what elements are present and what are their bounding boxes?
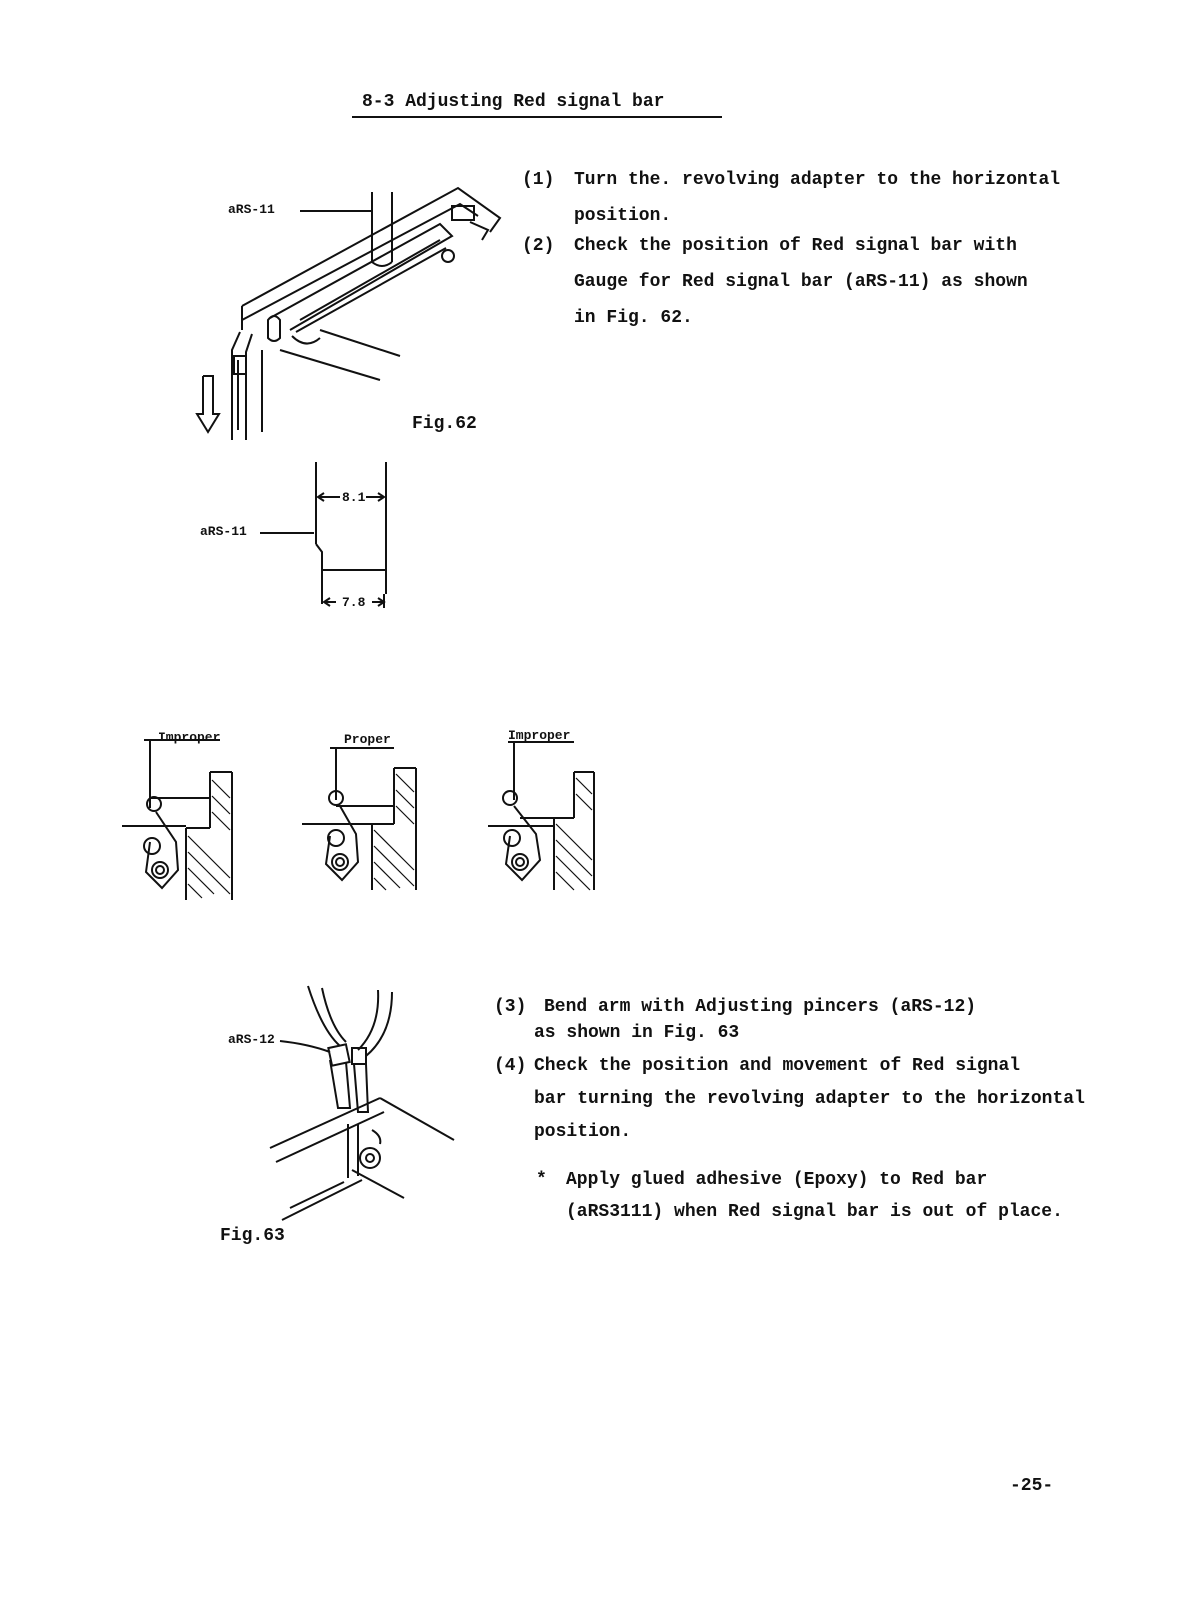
note-marker: *: [536, 1170, 547, 1190]
step-4-line-2: bar turning the revolving adapter to the horizontal: [534, 1089, 1085, 1109]
step-2-line-1: Check the position of Red signal bar with: [574, 236, 1017, 256]
gauge-label: aRS-11: [200, 524, 247, 539]
fig62-caption: Fig.62: [412, 414, 477, 434]
step-3-line-1: Bend arm with Adjusting pincers (aRS-12): [544, 997, 977, 1017]
dim-8-1: 8.1: [342, 490, 366, 505]
position-label-improper-left: Improper: [158, 730, 221, 745]
step-1-line-2: position.: [574, 206, 672, 226]
page-number: -25-: [1010, 1476, 1054, 1496]
adhesive-note: [536, 1164, 1063, 1228]
step-4: [494, 1050, 1085, 1149]
position-label-proper: Proper: [344, 732, 391, 747]
step-2-line-3: in Fig. 62.: [574, 308, 693, 328]
step-4-number: (4): [494, 1056, 527, 1076]
step-2-number: (2): [522, 236, 555, 256]
fig62-tool-label: aRS-11: [228, 202, 275, 217]
dim-7-8: 7.8: [342, 595, 366, 610]
position-label-improper-right: Improper: [508, 728, 571, 743]
fig63-caption: Fig.63: [220, 1226, 285, 1246]
step-1-line-1: Turn the. revolving adapter to the horizontal: [574, 170, 1061, 190]
fig63-tool-label: aRS-12: [228, 1032, 275, 1047]
step-1-number: (1): [522, 170, 555, 190]
step-4-line-1: Check the position and movement of Red signal: [534, 1056, 1021, 1076]
step-4-line-3: position.: [534, 1122, 632, 1142]
note-line-2: (aRS3111) when Red signal bar is out of place.: [566, 1202, 1063, 1222]
step-3-line-2: as shown in Fig. 63: [534, 1023, 740, 1043]
step-2-line-2: Gauge for Red signal bar (aRS-11) as shown: [574, 272, 1028, 292]
step-3-number: (3): [494, 997, 527, 1017]
step-3: [494, 994, 976, 1046]
note-line-1: Apply glued adhesive (Epoxy) to Red bar: [566, 1170, 988, 1190]
section-heading: 8-3 Adjusting Red signal bar: [362, 92, 665, 112]
